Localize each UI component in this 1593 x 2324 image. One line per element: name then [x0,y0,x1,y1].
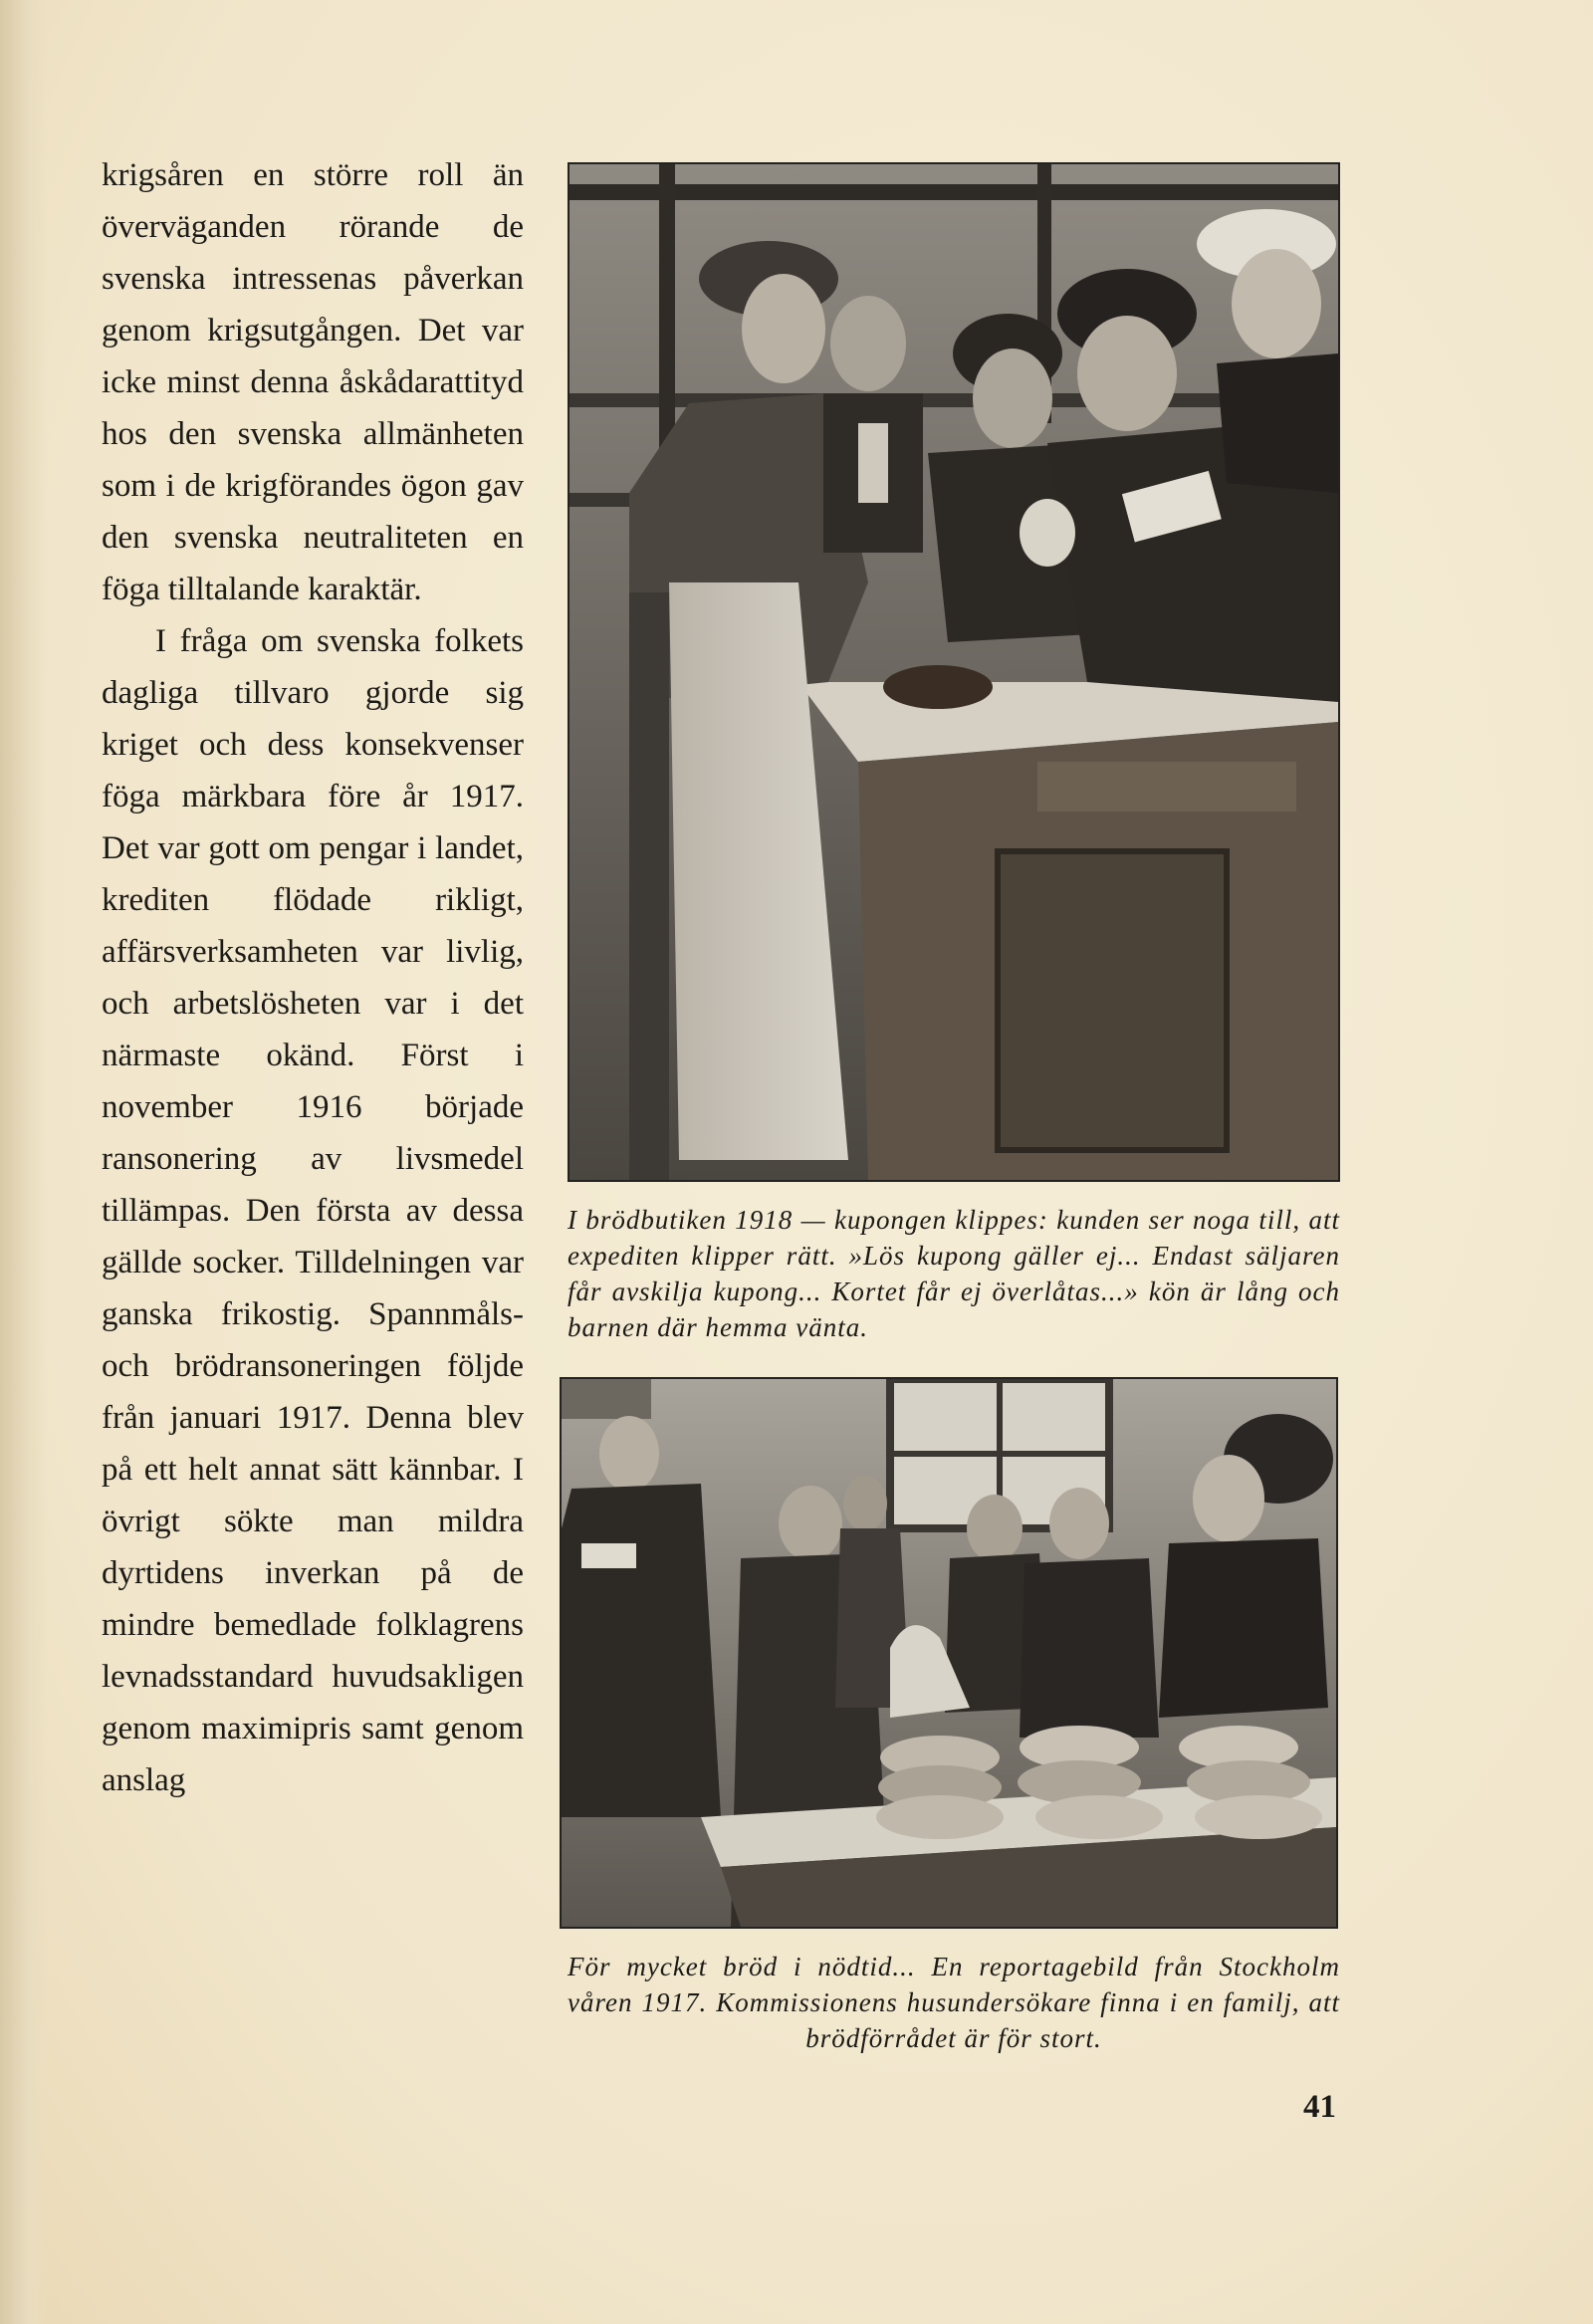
photo-caption-1: I brödbutiken 1918 — kupongen klippes: kunden ser noga till, att expediten klipper rätt. »Lös kupong gäller ej... Endast säljaren får avskilja kupong... Kortet får ej överlåtas...» kön är lång och barnen där hemma vänta. [568,1205,1340,1342]
bakery-photo-illustration [569,164,1338,1180]
body-paragraph: krigsåren en större roll än överväganden rörande de svenska intressenas påverkan genom krigsutgången. Det var icke minst denna åskådarattityd hos den svenska allmänheten som i de krigförandes ögon gav den svenska neutraliteten en föga tilltalande karaktär. [102,157,524,607]
body-paragraph: I fråga om svenska folkets dagliga tillvaro gjorde sig kriget och dess konsekvenser föga märkbara före år 1917. Det var gott om pengar i landet, krediten flödade rikligt, affärsverksamheten var livlig, och arbetslösheten var i det närmaste okänd. Först i november 1916 började ransonering av livsmedel tillämpas. Den första av dessa gällde socker. Tilldelningen var ganska frikostig. Spannmåls- och brödransoneringen följde från januari 1917. Denna blev på ett helt annat sätt kännbar. I övrigt sökte man mildra dyrtidens inverkan på de mindre bemedlade folklagrens levnadsstandard huvudsakligen genom maximipris samt genom anslag [102,623,524,1798]
page-number: 41 [1303,2089,1336,2125]
page-spine-shadow [0,0,48,2324]
inspection-photo-illustration [562,1379,1336,1927]
body-text-column [102,149,524,1806]
photo-caption-2: För mycket bröd i nödtid... En reportagebild från Stockholm våren 1917. Kommissionens husundersökare finna i en familj, att brödförrådet är för stort. [568,1952,1340,2053]
bakery-counter-photo [568,162,1340,1182]
bread-inspection-photo [560,1377,1338,1929]
